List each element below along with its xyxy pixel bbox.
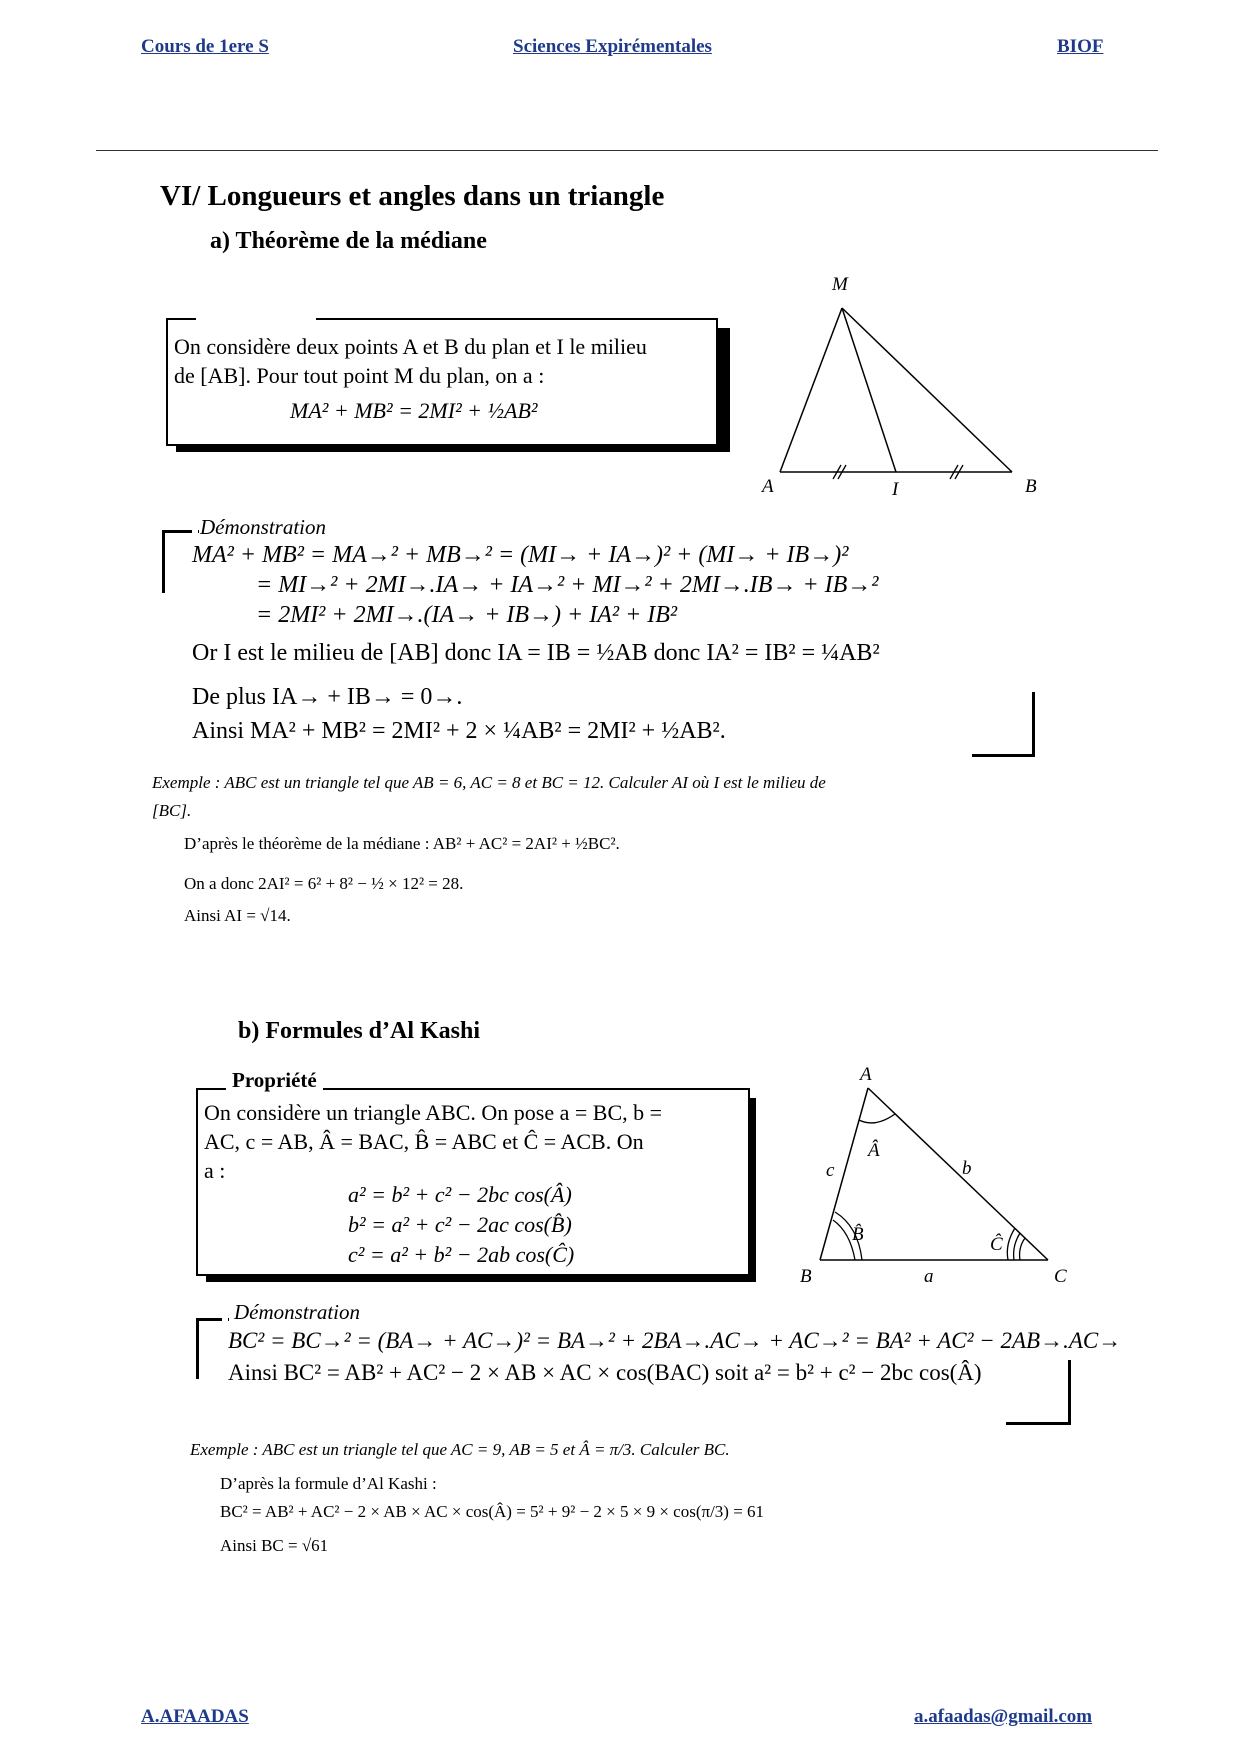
demo2-line-1: BC² = BC→² = (BA→ + AC→)² = BA→² + 2BA→.AC→ + AC→² = BA² + AC² − 2AB→.AC→ — [228, 1328, 1122, 1353]
label-angle-B: B̂ — [852, 1224, 864, 1245]
label-A: A — [762, 476, 774, 497]
angle-A-arc — [859, 1114, 895, 1123]
example2-line-1: Exemple : ABC est un triangle tel que AC = 9, AB = 5 et Â = π/3. Calculer BC. — [190, 1440, 730, 1459]
label-b: b — [962, 1158, 972, 1179]
segment-MB — [842, 308, 1012, 472]
label-a: a — [924, 1266, 934, 1287]
example1-line-2: [BC]. — [152, 801, 192, 820]
label-B: B — [800, 1266, 812, 1287]
property-formula-2: b² = a² + c² − 2ac cos(B̂) — [348, 1212, 572, 1237]
footer-author: A.AFAADAS — [141, 1706, 249, 1727]
kashi-figure — [780, 1060, 1080, 1300]
theorem-line-2: de [AB]. Pour tout point M du plan, on a : — [174, 363, 545, 388]
subsection-a-title: a) Théorème de la médiane — [210, 228, 487, 254]
theorem-formula: MA² + MB² = 2MI² + ½AB² — [290, 398, 538, 423]
label-I: I — [892, 479, 899, 500]
segment-MI — [842, 308, 896, 472]
demo2-label: Démonstration — [234, 1300, 360, 1324]
theorem-line-1: On considère deux points A et B du plan et I le milieu — [174, 334, 647, 359]
demo1-line-3: = 2MI² + 2MI→.(IA→ + IB→) + IA² + IB² — [256, 602, 678, 628]
example1-line-1: Exemple : ABC est un triangle tel que AB = 6, AC = 8 et BC = 12. Calculer AI où I est le milieu de — [152, 773, 826, 792]
property-line-2: AC, c = AB, Â = BAC, B̂ = ABC et Ĉ = ACB. On — [204, 1129, 644, 1154]
label-C: C — [1054, 1266, 1067, 1287]
header-rule — [96, 150, 1158, 151]
example1-line-5: Ainsi AI = √14. — [184, 906, 291, 925]
label-angle-A: Â — [868, 1140, 880, 1161]
section-title: VI/ Longueurs et angles dans un triangle — [160, 180, 665, 212]
header-course: Cours de 1ere S — [141, 36, 269, 57]
header-program: BIOF — [1057, 36, 1104, 57]
property-line-3: a : — [204, 1158, 226, 1183]
side-b — [868, 1088, 1048, 1260]
label-c: c — [826, 1160, 835, 1181]
header-subject: Sciences Expirémentales — [513, 36, 712, 57]
demo1-line-2: = MI→² + 2MI→.IA→ + IA→² + MI→² + 2MI→.IB→ + IB→² — [256, 572, 879, 598]
example2-line-4: Ainsi BC = √61 — [220, 1536, 329, 1555]
example2-line-2: D’après la formule d’Al Kashi : — [220, 1474, 437, 1493]
theorem-box — [166, 318, 718, 446]
property-formula-1: a² = b² + c² − 2bc cos(Â) — [348, 1182, 572, 1207]
demo1-label: Démonstration — [200, 515, 326, 539]
demo2-bracket-close — [1006, 1360, 1071, 1425]
label-B: B — [1025, 476, 1037, 497]
subsection-b-title: b) Formules d’Al Kashi — [238, 1018, 481, 1044]
property-box — [196, 1088, 750, 1276]
example1-line-4: On a donc 2AI² = 6² + 8² − ½ × 12² = 28. — [184, 874, 464, 893]
label-A: A — [860, 1064, 872, 1085]
example1-line-3: D’après le théorème de la médiane : AB² + AC² = 2AI² + ½BC². — [184, 834, 620, 853]
label-M: M — [832, 274, 848, 295]
theorem-box-gap — [196, 315, 316, 321]
footer-email[interactable]: a.afaadas@gmail.com — [914, 1706, 1093, 1727]
demo2-line-2: Ainsi BC² = AB² + AC² − 2 × AB × AC × cos(BAC) soit a² = b² + c² − 2bc cos(Â) — [228, 1360, 982, 1385]
demo2-bracket-open — [196, 1318, 229, 1379]
demo1-line-6: Ainsi MA² + MB² = 2MI² + 2 × ¼AB² = 2MI² + ½AB². — [192, 718, 726, 744]
demo1-bracket-close — [972, 692, 1035, 757]
property-formula-3: c² = a² + b² − 2ab cos(Ĉ) — [348, 1242, 575, 1267]
demo1-line-1: MA² + MB² = MA→² + MB→² = (MI→ + IA→)² + (MI→ + IB→)² — [192, 542, 849, 568]
label-angle-C: Ĉ — [990, 1234, 1003, 1255]
example2-line-3: BC² = AB² + AC² − 2 × AB × AC × cos(Â) = 5² + 9² − 2 × 5 × 9 × cos(π/3) = 61 — [220, 1502, 765, 1521]
median-figure — [750, 260, 1070, 500]
angle-C-arc-1 — [1020, 1238, 1025, 1260]
segment-MA — [780, 308, 842, 472]
demo1-line-5: De plus IA→ + IB→ = 0→. — [192, 684, 463, 710]
property-label: Propriété — [226, 1068, 323, 1093]
property-line-1: On considère un triangle ABC. On pose a = BC, b = — [204, 1100, 663, 1125]
demo1-line-4: Or I est le milieu de [AB] donc IA = IB = ½AB donc IA² = IB² = ¼AB² — [192, 640, 880, 666]
